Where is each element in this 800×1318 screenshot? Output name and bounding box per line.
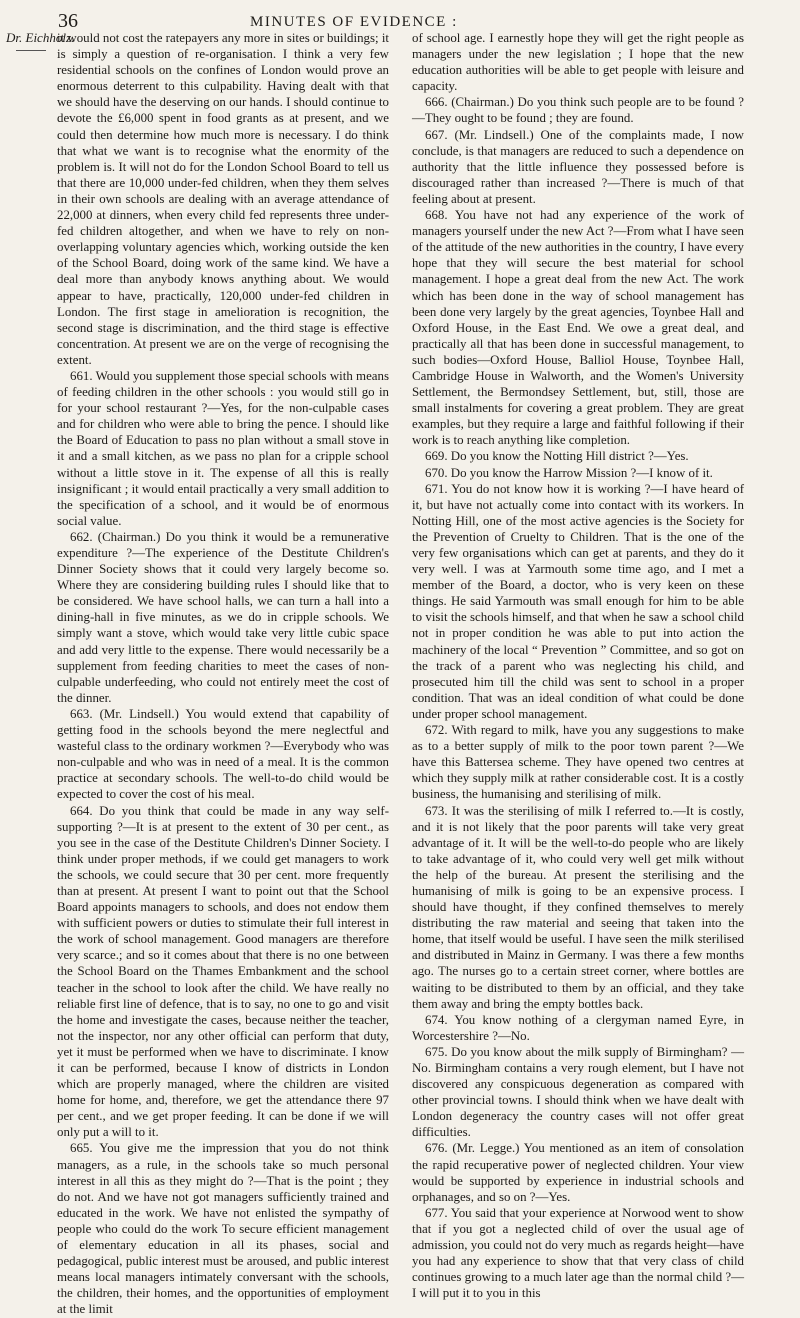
paragraph: 674. You know nothing of a clergyman named Eyre, in Worcestershire ?—No. [412, 1012, 744, 1043]
paragraph: 671. You do not know how it is working ?—I have heard of it, but have not actually come into contact with its workers. In Notting Hill, one of the most active agencies is the Society for the Prevention of Cruelty to Children. That is the one of the very few organisations which can get at parents, and they do it very well. I was at Yarmouth some time ago, and I met a member of the Board, a doctor, who is very keen on these things. He said Yarmouth was small enough for him to be able to visit the schools himself, and that when he saw a school child not in proper condition he was able to put into action the machinery of the local “ Prevention ” Committee, and so got on the track of a parent who was neglecting his child, and prosecuted him till the child was sent to school in a proper condition. That was an ideal condition of what could be done under proper school management. [412, 481, 744, 721]
paragraph: 668. You have not had any experience of the work of managers yourself under the new Act ?—From what I have seen of the attitude of the new authorities in the country, I have every hope that they will secure the best material for school management. I hope a great deal from the new Act. The work which has been done in the way of school management has been done very largely by the great agencies, Toynbee Hall and Oxford House, in the East End. We owe a great deal, and practically all that has been done in successful management, to such bodies—Oxford House, Balliol House, Toynbee Hall, Cambridge House in Walworth, and the Women's University Settlement, the Bermondsey Settlement, but, still, those are small instalments for covering a great problem. They are great examples, but they require a large and faithful following if their work is to reach anything like completion. [412, 208, 744, 448]
paragraph: 664. Do you think that could be made in any way self-supporting ?—It is at present to the extent of 30 per cent., as you see in the case of the Destitute Children's Dinner Society. I think under proper methods, if we could get managers to work the schools, we could secure that 30 per cent. more frequently than at present. At present I want to point out that the School Board appoints managers to schools, and does not endow them with sufficient powers or duties to stimulate their full interest in the work of school management. Good managers are therefore very scarce.; and so it comes about that there is no one between the School Board on the Thames Embankment and the school teacher in the school to look after the child. We have really no reliable first line of defence, that is to say, no one to go and visit the home and investigate the cases, because neither the teacher, not the inspector, nor any other official can perform that duty, yet it must be performed when we have to discriminate. I know it can be performed, because I know of districts in London which are properly managed, where the children are visited home for home, and, therefore, we get the attendance there 97 per cent., and we get proper feeding. It can be done if we will only put a will to it. [57, 803, 389, 1140]
page-number: 36 [58, 10, 78, 32]
paragraph: 665. You give me the impression that you do not think managers, as a rule, in the schools take so much personal interest in all this as they might do ?—That is the point ; they do not. And we have not got managers sufficiently trained and educated in the work. We have not enlisted the sympathy of people who could do the work To secure efficient management of elementary education in all its phases, social and pedagogical, public interest must be aroused, and public interest means local managers intimately conversant with the schools, the children, their homes, and the opportunities of employment at the limit [57, 1141, 389, 1317]
paragraph: 667. (Mr. Lindsell.) One of the complaints made, I now conclude, is that managers are reduced to such a dependence on authority that the little influence they possessed before is discouraged rather than increased ?—There is much of that feeling about at present. [412, 127, 744, 206]
paragraph: 670. Do you know the Harrow Mission ?—I know of it. [425, 465, 713, 480]
right-column [412, 30, 744, 1301]
paragraph: 666. (Chairman.) Do you think such people are to be found ?—They ought to be found ; they are found. [412, 95, 744, 126]
paragraph: 677. You said that your experience at Norwood went to show that if you got a neglected child of over the usual age of admission, you could not do very much as regards height—have you had any experience to show that that very class of child continues growing to a much later age than the normal child ?—I will put it to you in this [412, 1205, 744, 1301]
paragraph: 662. (Chairman.) Do you think it would be a remunerative expenditure ?—The experience of the Destitute Children's Dinner Society shows that it could very largely become so. Where they are considering building rules I should like that to be considered. We have school halls, we can turn a hall into a dining-hall in five minutes, as we do in cripple schools. We simply want a stove, which would take very little cubic space and add very little to the expense. There would necessarily be a supplement from feeding charities to meet the cases of non-culpable underfeeding, who could not entirely meet the cost of the dinner. [57, 529, 389, 705]
witness-name: Dr. Eichholz. [6, 30, 75, 45]
left-column [57, 30, 389, 1318]
margin-rule [16, 50, 46, 51]
paragraph: 675. Do you know about the milk supply of Birmingham? —No. Birmingham contains a very rough element, but I have not discovered any conspicuous degeneration as compared with other provincial towns. I should think when we have dealt with London degeneracy the country cases will not offer great difficulties. [412, 1044, 744, 1140]
running-title: MINUTES OF EVIDENCE : [250, 14, 458, 30]
paragraph: 663. (Mr. Lindsell.) You would extend that capability of getting food in the schools beyond the mere neglectful and wasteful class to the ordinary workmen ?—Everybody who was non-culpable and who was in need of a meal. It is the common practice at secondary schools. The well-to-do child would be expected to cover the cost of his meal. [57, 706, 389, 802]
paragraph: 676. (Mr. Legge.) You mentioned as an item of consolation the rapid recuperative power of neglected children. Your view would be supported by experience in industrial schools and orphanages, and so on ?—Yes. [412, 1141, 744, 1204]
paragraph: 669. Do you know the Notting Hill district ?—Yes. [425, 449, 689, 464]
paragraph: it would not cost the ratepayers any more in sites or buildings; it is simply a question of re-organisation. I think a very few residential schools on the confines of London would prove an enormous deterrent to this culpability. Having dealt with that we should have the deserving on our hands. I should continue to devote the £6,000 spent in food grants as at present, and we could then determine how much more is necessary. I do think that what we want is to recognise what the enormity of the problem is. It will not do for the London School Board to tell us that there are 10,000 under-fed children, when they them selves in their own schools are dealing with an average attendance of 22,000 at dinners, when every child fed represents three under-fed children altogether, and when we have to rely on non-overlapping voluntary agencies which, working outside the ken of the School Board, doing work of the same kind. We have a deal more than anybody knows anything about. We would appear to have, practically, 120,000 under-fed children in London. The first stage in amelioration is recognition, the second stage is discrimination, and the third stage is effective concentration. At present we are on the verge of recognising the extent. [57, 31, 389, 367]
paragraph: of school age. I earnestly hope they will get the right people as managers under the new legislation ; I hope that the new education authorities will be able to get people with leisure and capacity. [412, 31, 744, 94]
paragraph: 661. Would you supplement those special schools with means of feeding children in the other schools : you would still go in for your school restaurant ?—Yes, for the non-culpable cases and for children who were able to bring the pence. I should like the Board of Education to pass no plan without a small stove in it and a small kitchen, as we pass no plan for a cripple school without a little stove in it. The expense of all this is really insignificant ; it would entail practically a very small addition to the specification of a school, and it would be of enormous social value. [57, 368, 389, 528]
paragraph: 672. With regard to milk, have you any suggestions to make as to a better supply of milk to the poor town parent ?—We have this Battersea scheme. They have opened two centres at which they supply milk at rather considerable cost. It is a costly business, the humanising and sterilising of milk. [412, 723, 744, 802]
paragraph: 673. It was the sterilising of milk I referred to.—It is costly, and it is not likely that the poor parents will take very great advantage of it. It will be the well-to-do people who are likely to take advantage of it, who could very well get milk without the help of the bureau. At present the sterilising and the humanising of milk is going to be an expensive process. I should have thought, if they confined themselves to merely distributing the raw material and seeing that taken into the home, that itself would be useful. I have seen the milk sterilised and distributed in Mainz in Germany. I was there a few months ago. The nurses go to a certain street corner, where bottles are waiting to be distributed to them by an official, and they take them away and bring the empty bottles back. [412, 803, 744, 1011]
